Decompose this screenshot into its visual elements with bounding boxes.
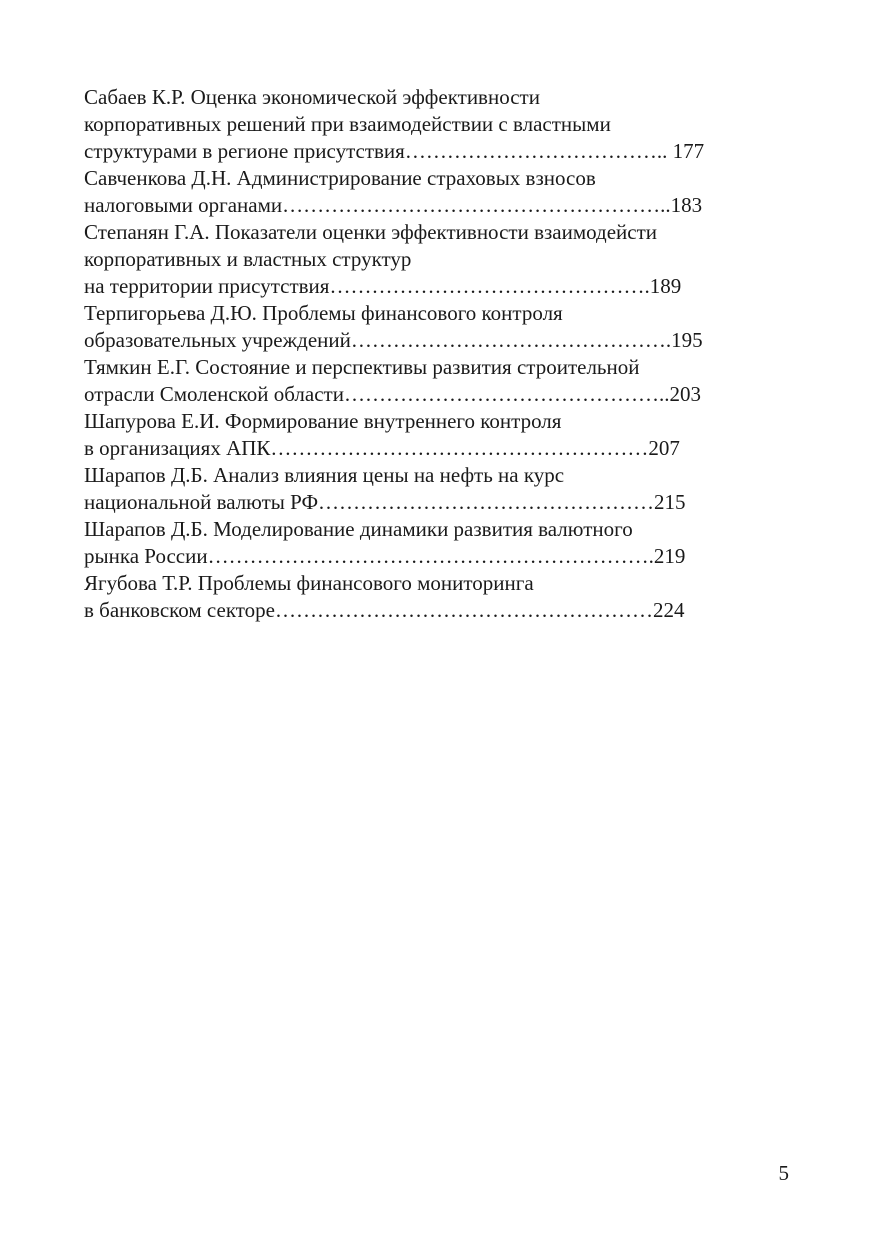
toc-line: рынка России……………………………………………………….219 (84, 544, 686, 568)
toc-line: образовательных учреждений……………………………………….195 (84, 328, 703, 352)
toc-line: Савченкова Д.Н. Администрирование страховых взносов (84, 166, 596, 190)
toc-line: в банковском секторе………………………………………………224 (84, 598, 685, 622)
toc-entry (84, 462, 784, 516)
toc-line: Степанян Г.А. Показатели оценки эффективности взаимодейсти (84, 220, 657, 244)
toc-entry (84, 570, 784, 624)
toc-line: Тямкин Е.Г. Состояние и перспективы развития строительной (84, 355, 640, 379)
toc-line: национальной валюты РФ…………………………………………215 (84, 490, 686, 514)
table-of-contents (84, 84, 784, 624)
toc-line: налоговыми органами………………………………………………..183 (84, 193, 703, 217)
page-number: 5 (778, 1161, 789, 1185)
toc-line: Ягубова Т.Р. Проблемы финансового мониторинга (84, 571, 534, 595)
toc-line: на территории присутствия……………………………………….189 (84, 274, 682, 298)
toc-entry (84, 408, 784, 462)
toc-entry (84, 354, 784, 408)
toc-entry (84, 516, 784, 570)
toc-line: Шапурова Е.И. Формирование внутреннего контроля (84, 409, 562, 433)
toc-entry (84, 219, 784, 300)
toc-line: отрасли Смоленской области………………………………………..203 (84, 382, 701, 406)
toc-line: Шарапов Д.Б. Анализ влияния цены на нефть на курс (84, 463, 565, 487)
toc-line: структурами в регионе присутствия……………………………….. 177 (84, 139, 705, 163)
toc-entry (84, 84, 784, 165)
toc-line: корпоративных решений при взаимодействии с властными (84, 112, 611, 136)
toc-line: корпоративных и властных структур (84, 247, 412, 271)
toc-line: Шарапов Д.Б. Моделирование динамики развития валютного (84, 517, 633, 541)
toc-entry (84, 300, 784, 354)
toc-line: Сабаев К.Р. Оценка экономической эффективности (84, 85, 540, 109)
toc-line: в организациях АПК………………………………………………207 (84, 436, 680, 460)
toc-line: Терпигорьева Д.Ю. Проблемы финансового контроля (84, 301, 563, 325)
toc-entry (84, 165, 784, 219)
